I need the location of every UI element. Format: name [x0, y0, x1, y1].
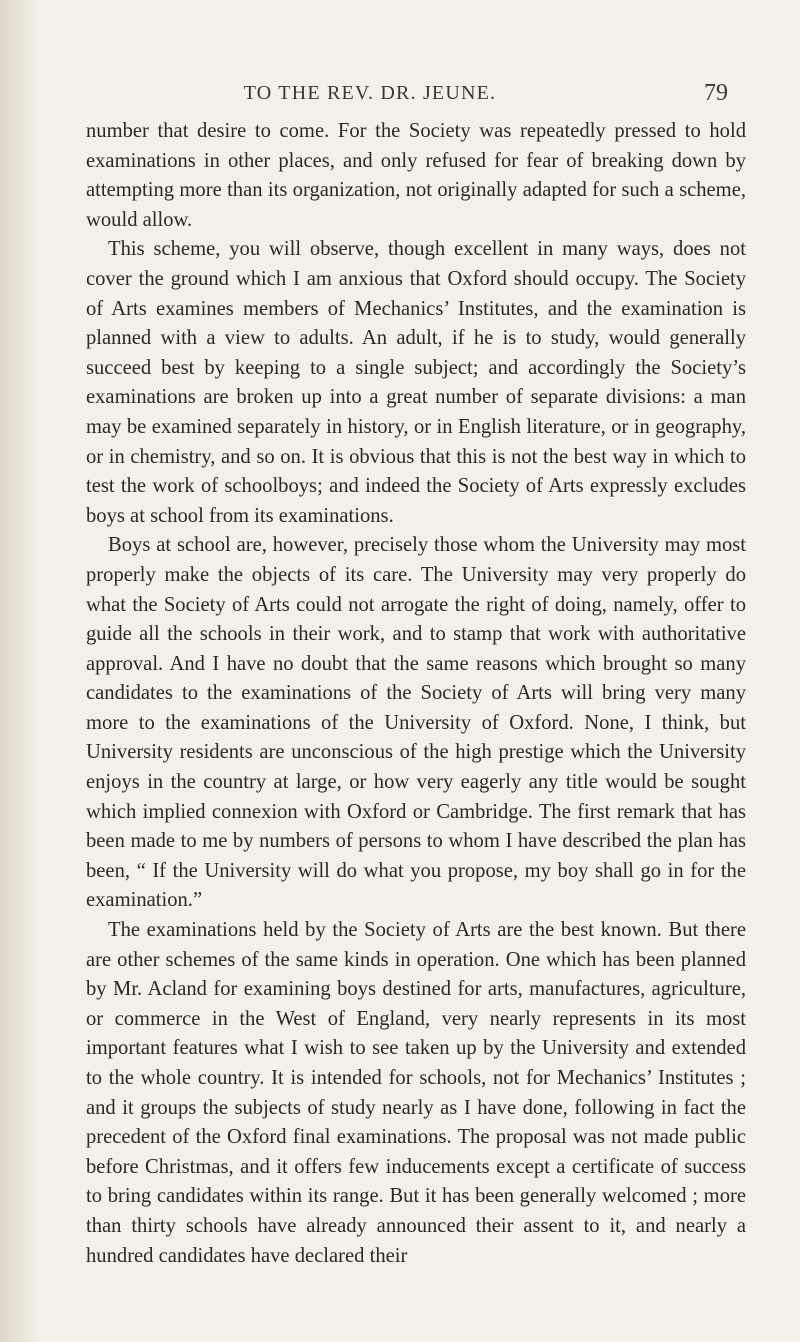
paragraph-4: The examinations held by the Society of Arts are the best known. But there are other schemes of the same kinds in operation. One which has been planned by Mr. Acland for examining boys destined for arts, manufactures, agriculture, or commerce in the West of England, very nearly represents in its most important features what I wish to see taken up by the University and extended to the whole country. It is intended for schools, not for Mechanics’ Institutes ; and it groups the subjects of study nearly as I have done, following in fact the precedent of the Oxford final examinations. The proposal was not made public before Christmas, and it offers few inducements except a certificate of success to bring candidates within its range. But it has been generally welcomed ; more than thirty schools have already announced their assent to it, and nearly a hundred candidates have declared their [86, 919, 746, 1267]
running-head: TO THE REV. DR. JEUNE. [243, 82, 497, 104]
paragraph-3: Boys at school are, however, precisely those whom the University may most properly make the objects of its care. The University may very properly do what the Society of Arts could not arrogate the right of doing, namely, offer to guide all the schools in their work, and to stamp that work with authoritative approval. And I have no doubt that the same reasons which brought so many candidates to the examinations of the Society of Arts will bring very many more to the examinations of the University of Oxford. None, I think, but University residents are unconscious of the high prestige which the University enjoys in the country at large, or how very eagerly any title would be sought which implied connexion with Oxford or Cambridge. The first remark that has been made to me by numbers of persons to whom I have described the plan has been, “ If the University will do what you propose, my boy shall go in for the examination.” [86, 534, 746, 912]
paragraph-2: This scheme, you will observe, though excellent in many ways, does not cover the ground which I am anxious that Oxford should occupy. The Society of Arts examines members of Mechanics’ Institutes, and the examination is planned with a view to adults. An adult, if he is to study, would generally succeed best by keeping to a single subject; and accordingly the Society’s examinations are broken up into a great number of separate divisions: a man may be examined separately in history, or in English literature, or in geography, or in chemistry, and so on. It is obvious that this is not the best way in which to test the work of schoolboys; and indeed the Society of Arts expressly excludes boys at school from its examinations. [86, 238, 746, 527]
body-text [86, 117, 746, 1271]
page-number: 79 [704, 80, 728, 106]
page-edge-shadow [0, 0, 38, 1342]
page-header [0, 82, 800, 112]
paragraph-1: number that desire to come. For the Society was repeatedly pressed to hold examinations in other places, and only refused for fear of breaking down by attempting more than its organization, not originally adapted for such a scheme, would allow. [86, 120, 746, 231]
